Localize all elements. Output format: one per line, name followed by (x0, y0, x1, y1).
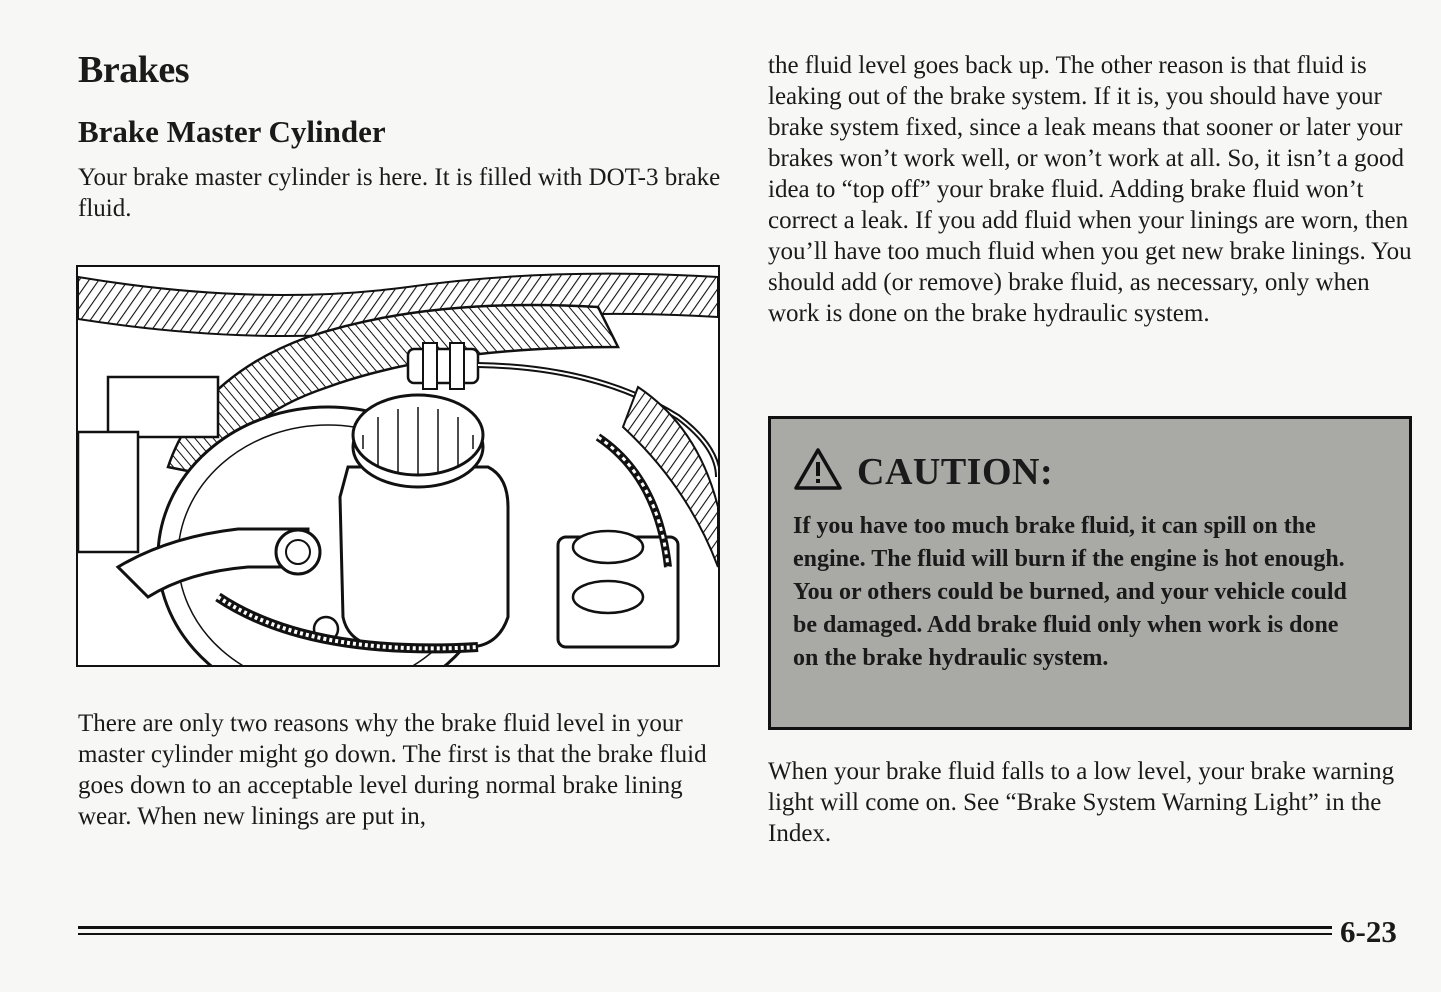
brake-master-cylinder-illustration (76, 265, 720, 667)
caution-title: CAUTION: (857, 450, 1054, 493)
caution-text: If you have too much brake fluid, it can spill on the engine. The fluid will burn if the engine is hot enough. You or others could be burned, and your vehicle could be damaged. Add brake fluid only when work is done on the brake hydraulic system. (793, 513, 1347, 671)
intro-paragraph: Your brake master cylinder is here. It is filled with DOT-3 brake fluid. (78, 164, 721, 222)
page-number: 6-23 (1340, 914, 1397, 949)
left-column-bottom (78, 708, 718, 832)
fluid-level-paragraph-continued: the fluid level goes back up. The other reason is that fluid is leaking out of the brake system. If it is, you should have your brake system fixed, since a leak means that sooner or later your brakes won’t work well, or won’t work at all. So, it isn’t a good idea to “top off” your brake fluid. Adding brake fluid won’t correct a leak. If you add fluid when your linings are worn, then you’ll have too much fluid when you get new brake linings. You should add (or remove) brake fluid, as necessary, only when work is done on the brake hydraulic system. (768, 52, 1412, 327)
warning-light-paragraph: When your brake fluid falls to a low level, your brake warning light will come on. See “Brake System Warning Light” in the Index. (768, 758, 1395, 847)
caution-box (768, 416, 1412, 730)
warning-triangle-icon (793, 447, 843, 496)
right-column-bottom (768, 756, 1413, 849)
footer-rule (78, 926, 1332, 940)
left-column-top (78, 46, 723, 224)
section-title: Brakes (78, 49, 189, 91)
subsection-title: Brake Master Cylinder (78, 114, 386, 149)
caution-header (793, 447, 1387, 496)
fluid-level-paragraph-start: There are only two reasons why the brake fluid level in your master cylinder might go down. The first is that the brake fluid goes down to an acceptable level during normal brake lining wear. When new linings are put in, (78, 710, 707, 830)
right-column-top (768, 50, 1413, 329)
